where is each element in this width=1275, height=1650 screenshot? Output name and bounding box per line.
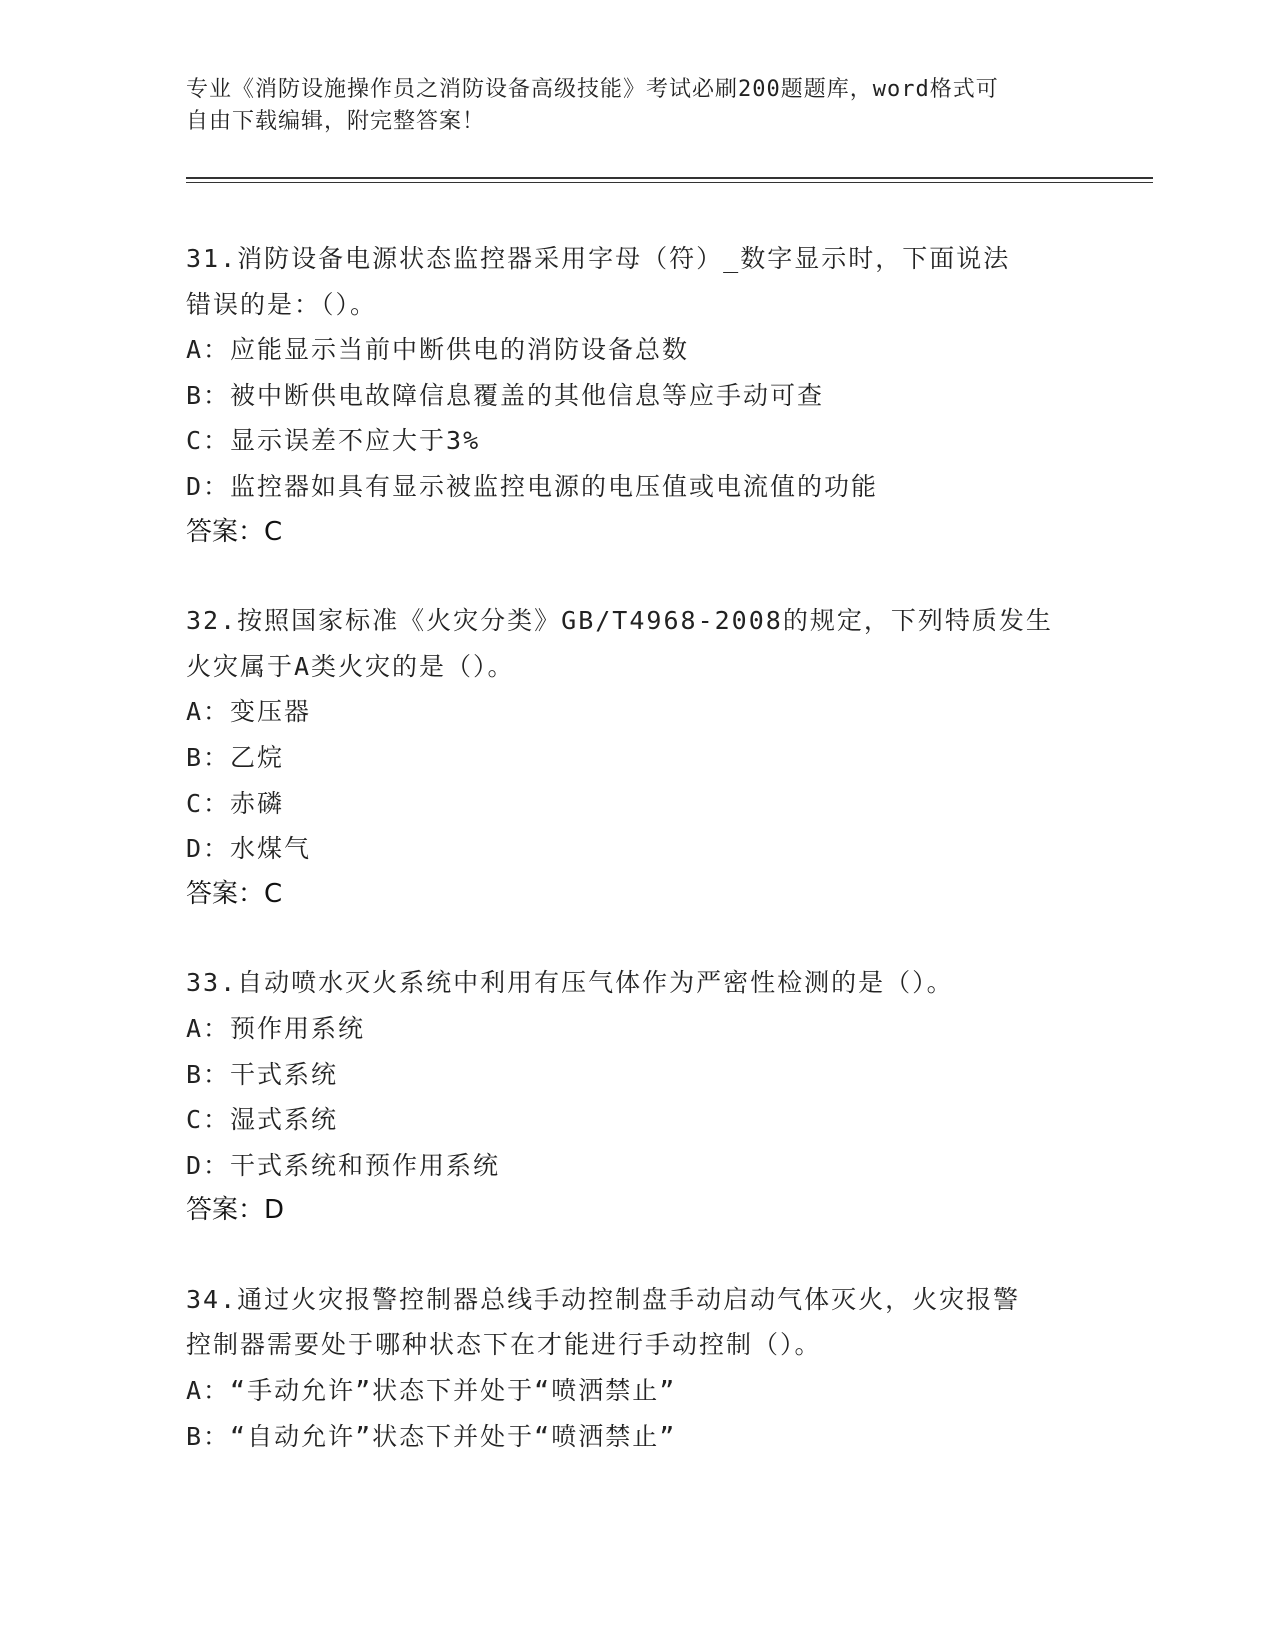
option-c: C：赤磷 (186, 788, 285, 818)
header-line-2: 自由下载编辑，附完整答案！ (186, 109, 486, 134)
question-stem-line: 33.自动喷水灭火系统中利用有压气体作为严密性检测的是（）。 (186, 968, 954, 998)
header-divider-thick (186, 177, 1153, 179)
option-a: A：“手动允许”状态下并处于“喷洒禁止” (186, 1376, 677, 1406)
option-c: C：显示误差不应大于3% (186, 426, 481, 456)
option-d: D：水煤气 (186, 834, 312, 864)
option-b: B：被中断供电故障信息覆盖的其他信息等应手动可查 (186, 380, 825, 410)
option-a: A：应能显示当前中断供电的消防设备总数 (186, 335, 690, 365)
question-stem-line: 34.通过火灾报警控制器总线手动控制盘手动启动气体灭火，火灾报警 (186, 1284, 1021, 1314)
option-b: B：乙烷 (186, 742, 285, 772)
header-divider-thin (186, 182, 1153, 183)
question-33 (186, 960, 1086, 1234)
option-d: D：干式系统和预作用系统 (186, 1150, 501, 1180)
option-d: D：监控器如具有显示被监控电源的电压值或电流值的功能 (186, 471, 879, 501)
question-stem-line: 32.按照国家标准《火灾分类》GB/T4968-2008的规定，下列特质发生 (186, 606, 1053, 636)
header-line-1: 专业《消防设施操作员之消防设备高级技能》考试必刷200题题库，word格式可 (186, 77, 999, 102)
answer-label: 答案：C (186, 878, 283, 909)
answer-label: 答案：D (186, 1195, 285, 1226)
option-b: B：干式系统 (186, 1059, 339, 1089)
question-stem-line: 错误的是：（）。 (186, 289, 378, 319)
question-list (186, 236, 1086, 1502)
question-31 (186, 236, 1086, 555)
question-stem-line: 火灾属于A类火灾的是（）。 (186, 651, 515, 681)
document-header (186, 74, 1066, 138)
question-stem-line: 31.消防设备电源状态监控器采用字母（符）_数字显示时，下面说法 (186, 244, 1011, 273)
answer-label: 答案：C (186, 516, 283, 547)
option-c: C：湿式系统 (186, 1105, 339, 1135)
option-a: A：变压器 (186, 697, 312, 727)
option-a: A：预作用系统 (186, 1013, 366, 1043)
question-34 (186, 1277, 1086, 1459)
question-stem-line: 控制器需要处于哪种状态下在才能进行手动控制（）。 (186, 1330, 822, 1360)
option-b: B：“自动允许”状态下并处于“喷洒禁止” (186, 1421, 677, 1451)
question-32 (186, 598, 1086, 917)
